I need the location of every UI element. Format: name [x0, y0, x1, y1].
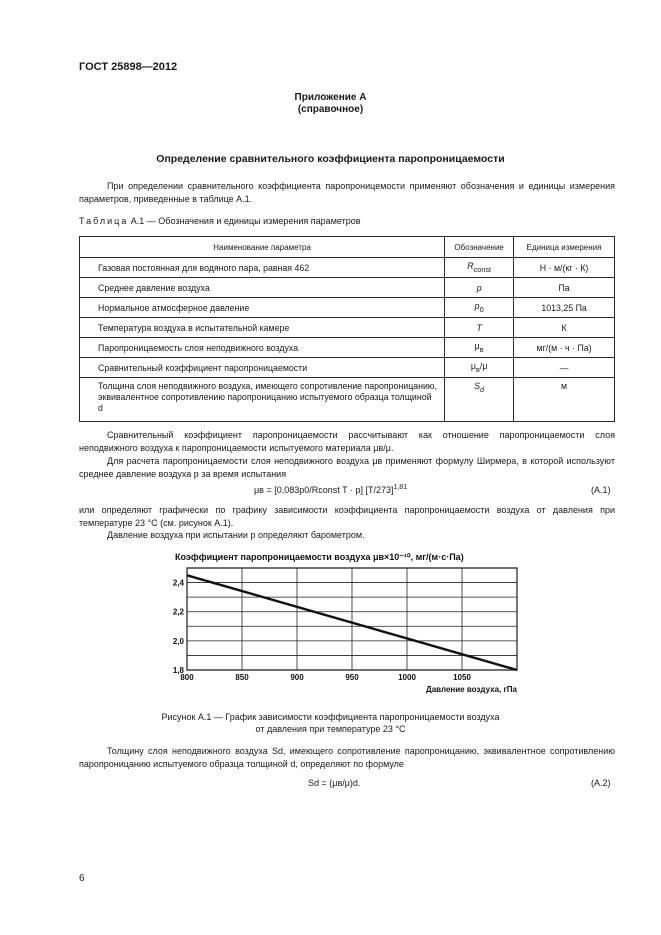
y-tick-label: 2,2 — [172, 607, 184, 617]
param-unit: мг/(м · ч · Па) — [514, 338, 615, 358]
intro-paragraph: При определении сравнительного коэффициента паропроницемости применяют обозначения и единицы измерения параметров, приведенные в таблице А.1. — [79, 181, 615, 204]
param-symbol: p — [445, 278, 514, 298]
param-name: Газовая постоянная для водяного пара, равная 462 — [80, 258, 445, 278]
param-symbol: $p_0$ — [445, 298, 514, 318]
table-caption — [79, 216, 361, 226]
table-row — [80, 378, 615, 422]
param-name: Паропроницаемость слоя неподвижного воздуха — [80, 338, 445, 358]
table-row — [80, 258, 615, 278]
table-row — [80, 278, 615, 298]
param-unit: Н · м/(кг · К) — [514, 258, 615, 278]
x-tick-label: 850 — [235, 673, 249, 682]
param-symbol: $\mu_в$ — [445, 338, 514, 358]
table-row — [80, 318, 615, 338]
document-code: ГОСТ 25898—2012 — [79, 61, 178, 73]
appendix-title: Приложение А — [294, 92, 367, 103]
formula-a1: μв = [0,083p0/Rconst T · p] $[T/273]^{1,81}$ — [254, 484, 408, 495]
figure-caption-line1: Рисунок А.1 — График зависимости коэффициента паропроницаемости воздуха — [161, 712, 500, 722]
param-symbol: $\mu_в/\mu$ — [445, 358, 514, 378]
paragraph-schirmer: Для расчета паропроницаемости слоя неподвижного воздуха μв применяют формулу Ширмера, в которой используют среднее давление воздуха p за время испытания — [79, 456, 615, 479]
param-unit: м — [514, 378, 615, 422]
column-header-symbol: Обозначение — [445, 237, 514, 258]
y-tick-label: 1,8 — [172, 666, 184, 675]
permeability-chart — [160, 548, 540, 698]
param-unit: К — [514, 318, 615, 338]
table-header-row — [80, 237, 615, 258]
param-name: Нормальное атмосферное давление — [80, 298, 445, 318]
paragraph-thickness: Толщину слоя неподвижного воздуха Sd, имеющего сопротивление паропроницанию, эквивалентное сопротивлению паропроницанию испытуемого образца толщиной d, определяют по формуле — [79, 746, 615, 769]
param-unit: — — [514, 358, 615, 378]
column-header-name: Наименование параметра — [80, 237, 445, 258]
param-symbol: T — [445, 318, 514, 338]
formula-a2-number: (А.2) — [591, 778, 611, 788]
formula-a1-number: (А.1) — [591, 485, 611, 495]
param-name: Температура воздуха в испытательной камере — [80, 318, 445, 338]
paragraph-comparative: Сравнительный коэффициент паропроницаемости рассчитывают как отношение паропроницаемости слоя неподвижного воздуха к паропроницаемости испытуемого материала μв/μ. — [79, 430, 615, 453]
formula-a2: Sd = (μв/μ)d. — [308, 778, 361, 788]
x-tick-label: 1000 — [398, 673, 416, 682]
paragraph-graphical: или определяют графически по графику зависимости коэффициента паропроницаемости воздуха от давления при температуре 23 °С (см. рисунок А.1). — [79, 505, 615, 528]
x-tick-label: 900 — [290, 673, 304, 682]
param-name: Толщина слоя неподвижного воздуха, имеющего сопротивление паропроницанию, эквивалентное сопротивлению паропроницанию испытуемого образца толщиной d — [80, 378, 445, 422]
param-unit: 1013,25 Па — [514, 298, 615, 318]
param-symbol: $R_{const}$ — [445, 258, 514, 278]
section-title: Определение сравнительного коэффициента паропроницаемости — [156, 153, 505, 165]
table-caption-text: А.1 — Обозначения и единицы измерения параметров — [128, 216, 361, 226]
appendix-subtitle: (справочное) — [297, 104, 364, 115]
x-tick-label: 800 — [180, 673, 194, 682]
paragraph-barometer: Давление воздуха при испытании p определяют барометром. — [107, 530, 365, 540]
param-symbol: $S_d$ — [445, 378, 514, 422]
parameters-table — [79, 236, 615, 422]
table-row — [80, 358, 615, 378]
param-name: Сравнительный коэффициент паропроницаемости — [80, 358, 445, 378]
x-tick-label: 950 — [345, 673, 359, 682]
chart-title: Коэффициент паропроницаемости воздуха μв×10⁻¹⁰, мг/(м·с·Па) — [175, 552, 464, 562]
table-row — [80, 338, 615, 358]
x-tick-label: 1050 — [453, 673, 471, 682]
y-tick-label: 2,4 — [172, 578, 184, 588]
y-tick-label: 2,0 — [172, 636, 184, 646]
x-axis-label: Давление воздуха, гПа — [426, 685, 517, 694]
page-number: 6 — [79, 873, 85, 884]
param-name: Среднее давление воздуха — [80, 278, 445, 298]
column-header-unit: Единица измерения — [514, 237, 615, 258]
param-unit: Па — [514, 278, 615, 298]
figure-caption-line2: от давления при температуре 23 °С — [255, 724, 406, 734]
table-row — [80, 298, 615, 318]
table-caption-prefix: Таблица — [79, 216, 129, 226]
